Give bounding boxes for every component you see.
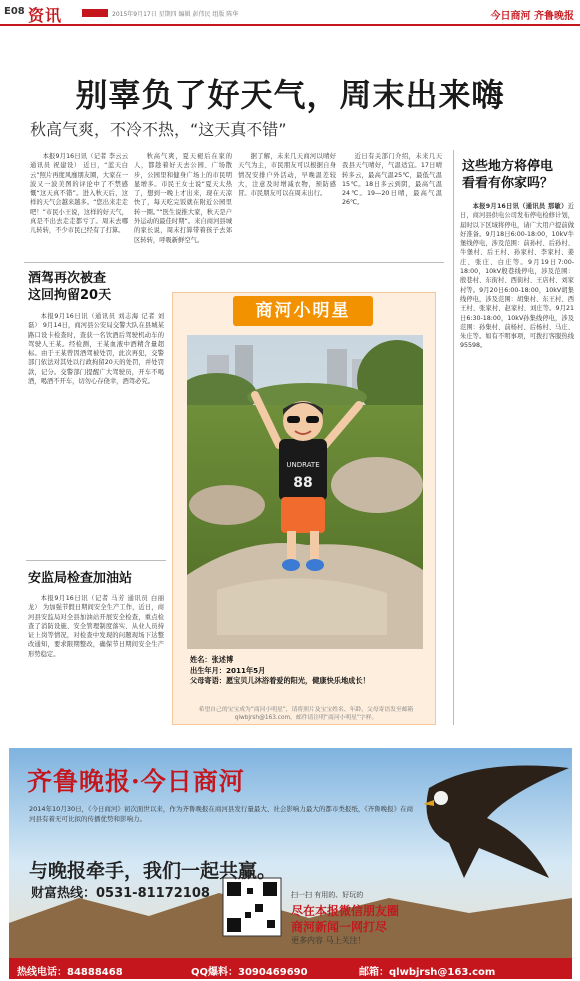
- svg-text:UNDRATE: UNDRATE: [286, 461, 320, 469]
- ad-qr-text2: 商河新闻一网打尽: [291, 920, 388, 934]
- page-number: E08: [4, 6, 25, 17]
- ad-bottom-email: 邮箱：qlwbjrsh@163.com: [359, 967, 496, 978]
- article1-title: 酒驾再次被查 这回拘留20天: [28, 271, 112, 303]
- newspaper-advertisement: [9, 748, 572, 958]
- feature-name: 姓名：张述博: [190, 655, 234, 664]
- main-article-text3: 据了解，未来几天商河以晴好天气为主，市民朋友可以根据自身情况安排户外活动，早晚温差较大，注意及时增减衣物，预防感冒。市民朋友可以在周末出行。: [238, 153, 336, 198]
- ad-slogan: 与晚报牵手，我们一起共赢。: [29, 860, 277, 882]
- article2-body: [28, 594, 164, 724]
- masthead-brand: 今日商河 齐鲁晚报: [490, 11, 574, 22]
- main-article-col1: [30, 152, 128, 260]
- svg-text:88: 88: [293, 475, 313, 491]
- sidebar-text: 近日，商河县供电公司发布停电检修计划，届时以下区域将停电，请广大用户提前做好准备。9月18日6:00-18:00，10kV牛堡线停电，涉及范围：前孙村、后孙村、牛堡村、后王村、孙家村、李家村、姜庄、张庄、白庄等。9月19日7:00-18:00，10kV殷巷线停电，涉及范围：殷巷村、东街村、西街村、王店村、刘家村等。9月20日6:00-18:00，10kV胡集线停电，涉及范围：胡集村、东王村、西王村、张家村、赵家村、刘庄等。9月21日6:30-18:00，10kV孙集线停电，涉及范围：孙集村、前杨村、后杨村、马庄、朱庄等。如有不明事项，可拨打客服热线95598。: [460, 203, 574, 350]
- feature-photo: [187, 335, 423, 649]
- article2-text: 本报9月16日讯（记者 马芳 通讯员 白丽龙） 为加强节假日期间安全生产工作，近日，商河县安监局对全县加油站开展安全检查，重点检查了消防设施、安全管理制度落实、从业人员持证上岗等情况，对检查中发现的问题现场下达整改通知，要求限期整改，确保节日期间安全生产形势稳定。: [28, 595, 164, 658]
- feature-caption: [190, 655, 426, 687]
- main-article-col2: [134, 152, 232, 260]
- main-article-text1: 本报9月16日讯（记者 李云云 通讯员 祝建设） 近日，“蓝天白云”照片再度风靡朋友圈，大家在一波又一波美图的评论中了不禁感慨“这天真不错”。进入秋天后，这样的天气会越来越多。“您出来走走吧！”市民小王说，这样的好天气，真是不出去走走都亏了。周末去哪儿转转，不少市民已经有了打算。: [30, 153, 128, 235]
- feature-title: 商河小明星: [233, 296, 373, 326]
- ad-bottom-qq: QQ爆料：3090469690: [191, 967, 308, 978]
- section-bar: [82, 9, 108, 17]
- column-divider-right: [453, 150, 454, 725]
- article2-title: 安监局检查加油站: [28, 571, 133, 586]
- main-article-text2: 秋高气爽，夏天褪后在家的人，都趁着好天去公园、广场散步，公园里和健身广场上的市民明显增多。市民王女士说“夏天太热了，想到一晚上才出来，现在天凉快了，每天吃完饭就在附近公园里转一圈。”“医生说推大家，秋天是户外运动的最佳时期”。来自商河县城的家长说，周末打算带着孩子去郊区转转，呼吸新鲜空气。: [134, 153, 232, 244]
- ad-qr-label: 扫一扫 有用的、好玩的: [291, 891, 364, 899]
- ad-qr-text1: 尽在本报微信朋友圈: [291, 904, 400, 918]
- ad-contact-bar: [9, 958, 572, 979]
- ad-bottom-hotline: 热线电话：84888468: [17, 967, 123, 978]
- main-article-col4: [342, 152, 442, 260]
- header-meta: 2015年9月17日 星期四 编辑 彭伟民 组版 陈华: [112, 11, 239, 18]
- main-article-col3: [238, 152, 336, 260]
- feature-submission-note: 希望自己的宝宝成为“商河小明星”，请将照片及宝宝姓名、年龄、父母寄语发至邮箱qlwbjrsh@163.com，邮件请注明“商河小明星”字样。: [198, 707, 414, 721]
- sidebar-lead: 本报9月16日讯（通讯员 那敏）: [472, 203, 568, 210]
- main-article-text4: 近日有关部门介绍，未来几天我县天气晴好，气温适宜。17日晴转多云，最高气温25℃，最低气温15℃。18日多云到阴，最高气温24℃。19—20日晴，最高气温26℃。: [342, 153, 442, 207]
- article1-text: 本报9月16日讯（通讯员 刘志海 记者 刘磊） 9月14日，商河县公安局交警大队在县城某路口设卡检查时，查获一名饮酒后驾驶机动车的驾驶人王某。经检测，王某血液中酒精含量超标。由于王某曾因酒驾被处罚，此次再犯，交警部门依法对其处以行政拘留20天的处罚，并处罚款，记分。交警部门提醒广大驾驶员，开车不喝酒，喝酒不开车，切勿心存侥幸，酒驾必究。: [28, 313, 164, 386]
- sidebar-body: [460, 202, 574, 722]
- feature-dob: 出生年月：2011年5月: [190, 665, 266, 675]
- main-subhead: 秋高气爽，不冷不热，“这天真不错”: [30, 120, 287, 139]
- left-divider: [26, 560, 166, 561]
- ad-brand: 齐鲁晚报·今日商河: [27, 767, 245, 796]
- ad-intro: 2014年10月30日，《今日商河》初次面世以来，作为齐鲁晚报在商河县发行量最大、社会影响力最大的都市类报纸，《齐鲁晚报》在商河县有着无可比拟的传播优势和影响力。: [29, 805, 414, 823]
- ad-hotline: 财富热线：0531-81172108: [31, 886, 210, 901]
- sidebar-title: 这些地方将停电 看看有你家吗？: [462, 159, 554, 191]
- main-headline: 别辜负了好天气，周末出来嗨: [75, 76, 505, 114]
- feature-message: 父母寄语：愿宝贝儿沐浴着爱的阳光，健康快乐地成长！: [190, 676, 370, 685]
- main-article-divider: [24, 262, 444, 263]
- page-header: [0, 0, 580, 26]
- child-photo-illustration: [187, 335, 423, 649]
- article1-body: [28, 312, 164, 554]
- section-title: 资讯: [28, 6, 63, 25]
- ad-qr-text3: 更多内容 马上关注！: [291, 936, 366, 945]
